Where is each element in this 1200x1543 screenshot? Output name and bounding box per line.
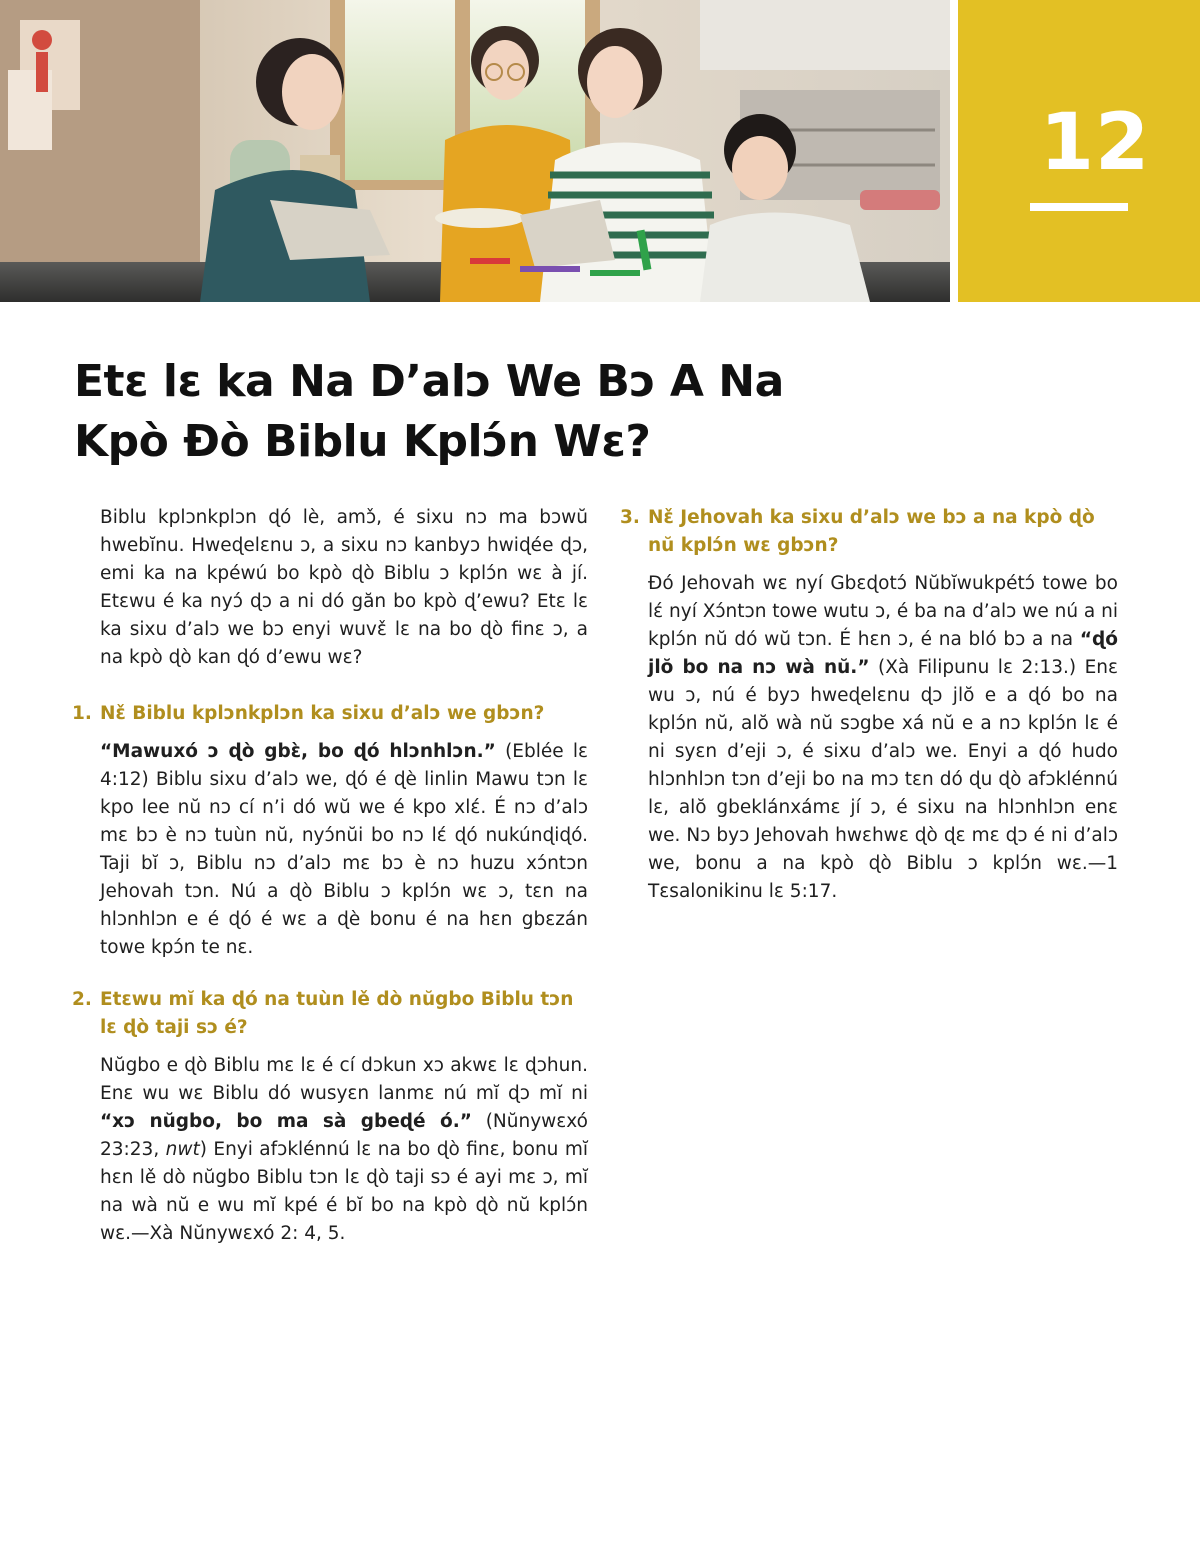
- lesson-number-badge: [958, 0, 1200, 302]
- answer-1-body: (Eblée lɛ 4:12) Biblu sixu d’alɔ we, ɖó é ɖè linlin Mawu tɔn lɛ kpo lee nŭ nɔ cí n’i dó wŭ we é kpo xlɛ́. É nɔ d’alɔ mɛ bɔ è nɔ tuùn nŭ, nyɔ́nŭi bo nɔ lɛ́ ɖó nukúnɖiɖó. Taji bĭ ɔ, Biblu nɔ d’alɔ mɛ bɔ è nɔ huzu xɔ́ntɔn Jehovah tɔn. Nú a ɖò Biblu ɔ kplɔ́n wɛ ɔ, tɛn na hlɔnhlɔn e é ɖó é wɛ a ɖè bonu é na hɛn gbɛzán towe kpɔ́n te nɛ.: [100, 741, 588, 958]
- answer-3: [648, 570, 1118, 906]
- intro-paragraph: Biblu kplɔnkplɔn ɖó lè, amɔ̌, é sixu nɔ ma bɔwŭ hwebĭnu. Hweɖelɛnu ɔ, a sixu nɔ kanbyɔ hwiɖée ɖɔ, emi ka na kpéwú bo kpò ɖò Biblu ɔ kplɔ́n wɛ à jí. Etɛwu é ka nyɔ́ ɖɔ a ni dó găn bo kpò ɖ’ewu? Etɛ lɛ ka sixu d’alɔ we bɔ enyi wuvɛ̌ lɛ na bo ɖò finɛ ɔ, a na kpò ɖò kan ɖó d’ewu wɛ?: [100, 507, 588, 668]
- title-line-1: Etɛ lɛ ka Na D’alɔ We Bɔ A Na: [74, 356, 784, 407]
- answer-3-body-2: (Xà Filipunu lɛ 2:13.) Enɛ wu ɔ, nú é byɔ hweɖelɛnu ɖɔ jlŏ e a ɖó bo na kplɔ́n nŭ, alŏ wà nŭ sɔgbe xá nŭ e a nɔ kplɔ́n lɛ é ni syɛn d’eji ɔ, é sixu d’alɔ we. Enyi a ɖó hudo hlɔnhlɔn tɔn d’eji bo na mɔ tɛn dó ɖu ɖò afɔklénnú lɛ, alŏ gbeklánxámɛ jí ɔ, é sixu na hlɔnhlɔn enɛ we. Nɔ byɔ Jehovah hwɛhwɛ ɖò ɖɛ mɛ ɖɔ é ni d’alɔ we, bonu a na kpò ɖò Biblu ɔ kplɔ́n wɛ.—1 Tɛsalonikinu lɛ 5:17.: [648, 657, 1118, 902]
- answer-2-body-1: Nŭgbo e ɖò Biblu mɛ lɛ é cí dɔkun xɔ akwɛ lɛ ɖɔhun. Enɛ wu wɛ Biblu dó wusyɛn lanmɛ nú mĭ ɖɔ mĭ ni: [100, 1055, 588, 1104]
- question-2-number: 2.: [72, 989, 92, 1010]
- answer-2-quote: “xɔ nŭgbo, bo ma sà gbeɖé ó.”: [100, 1111, 472, 1132]
- answer-2-body-3: ) Enyi afɔklénnú lɛ na bo ɖò finɛ, bonu mĭ hɛn lě dò nŭgbo Biblu tɔn lɛ ɖò taji sɔ é ayi mɛ ɔ, mĭ na wà nŭ e wu mĭ kpé é bĭ bo na kpò ɖò nŭ kplɔ́n wɛ.—Xà Nŭnywɛxó 2: 4, 5.: [100, 1139, 588, 1244]
- answer-2-body-2: (Nŭnywɛxó 23:23,: [100, 1111, 588, 1160]
- page-title: [74, 352, 874, 472]
- question-2: [72, 986, 588, 1042]
- answer-2: [100, 1052, 588, 1248]
- header-photo: [0, 0, 950, 302]
- answer-3-quote: “ɖó jlŏ bo na nɔ wà nŭ.”: [648, 629, 1118, 678]
- title-line-2: Kpò Ɖò Biblu Kplɔ́n Wɛ?: [74, 416, 651, 467]
- answer-3-body-1: Ðó Jehovah wɛ nyí Gbɛɖotɔ́ Nŭbĭwukpétɔ́ towe bo lɛ́ nyí Xɔ́ntɔn towe wutu ɔ, é ba na d’alɔ we nú a ni kplɔ́n nŭ dó wŭ tɔn. É hɛn ɔ, é na bló bɔ a na: [648, 573, 1119, 650]
- question-3-number: 3.: [620, 507, 640, 528]
- answer-1: [100, 738, 588, 962]
- question-2-text: Etɛwu mĭ ka ɖó na tuùn lě dò nŭgbo Biblu tɔn lɛ ɖò taji sɔ é?: [100, 989, 574, 1038]
- question-3: [620, 504, 1118, 560]
- right-column: [620, 498, 1118, 906]
- answer-2-nwt: nwt: [165, 1139, 200, 1160]
- answer-1-quote: “Mawuxó ɔ ɖò gbɛ̀, bo ɖó hlɔnhlɔn.”: [100, 741, 496, 762]
- question-1-text: Nɛ̌ Biblu kplɔnkplɔn ka sixu d’alɔ we gbɔn?: [100, 703, 545, 724]
- question-1-number: 1.: [72, 703, 92, 724]
- question-3-text: Nɛ̌ Jehovah ka sixu d’alɔ we bɔ a na kpò ɖò nŭ kplɔ́n wɛ gbɔn?: [648, 507, 1095, 556]
- left-column: [72, 498, 588, 1248]
- lesson-number: 12: [1039, 98, 1151, 188]
- badge-underline: [1030, 203, 1128, 211]
- question-1: [72, 700, 588, 728]
